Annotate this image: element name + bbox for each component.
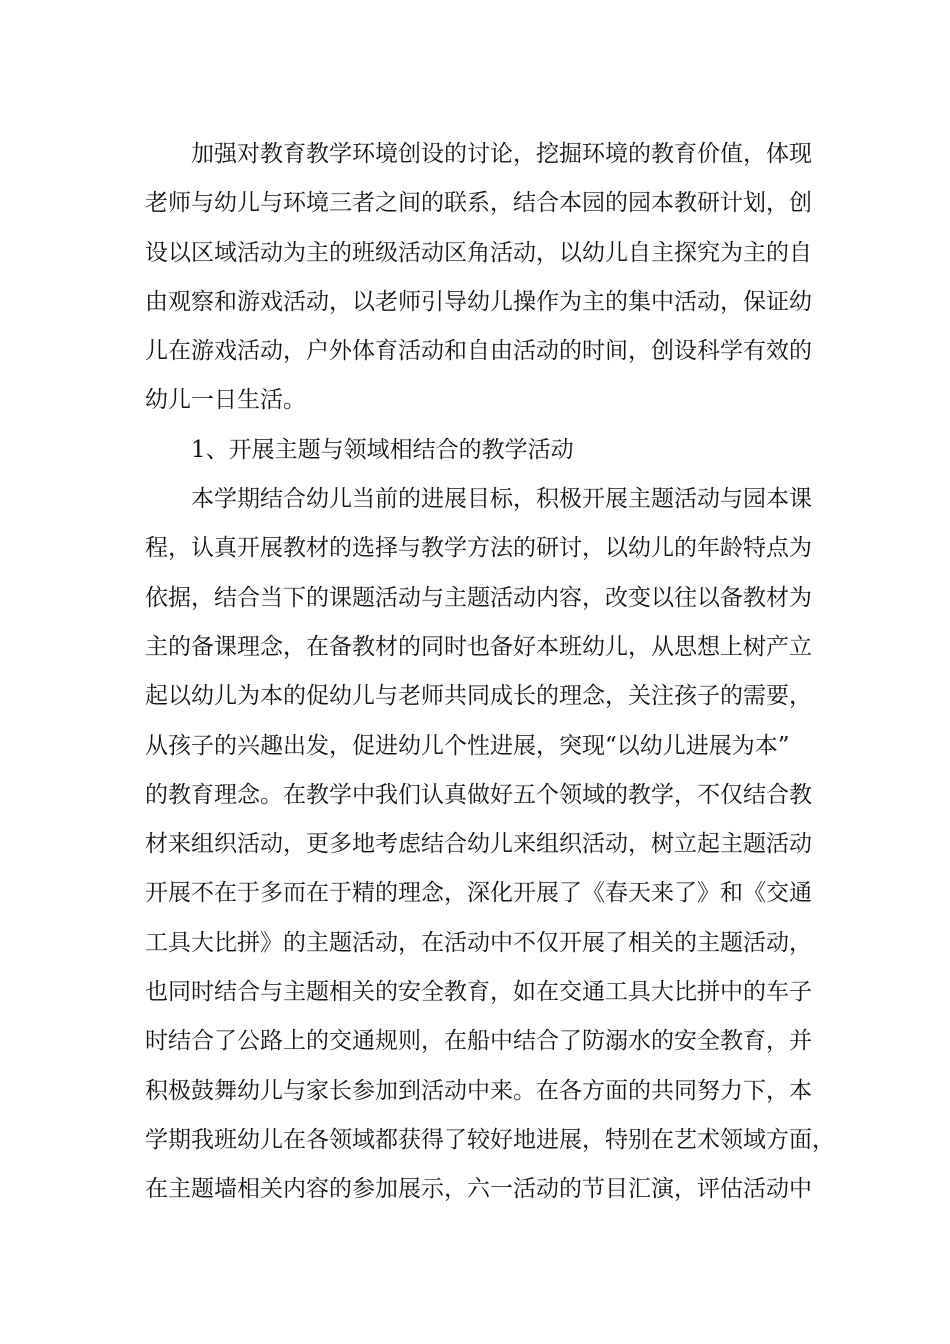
- section-heading: 1、开展主题与领域相结合的教学活动: [191, 436, 574, 463]
- paragraph-2-line-6: 从孩子的兴趣出发，促进幼儿个性进展，突现“以幼儿进展为本”: [145, 732, 790, 759]
- paragraph-1-line-2: 老师与幼儿与环境三者之间的联系，结合本园的园本教研计划，创: [145, 190, 812, 217]
- paragraph-1-line-6: 幼儿一日生活。: [145, 387, 306, 414]
- paragraph-2-line-11: 也同时结合与主题相关的安全教育，如在交通工具大比拼中的车子: [145, 979, 812, 1006]
- paragraph-1-line-3: 设以区域活动为主的班级活动区角活动，以幼儿自主探究为主的自: [145, 239, 812, 266]
- paragraph-2-line-10: 工具大比拼》的主题活动，在活动中不仅开展了相关的主题活动，: [145, 929, 812, 956]
- paragraph-2-line-3: 依据，结合当下的课题活动与主题活动内容，改变以往以备教材为: [145, 584, 812, 611]
- paragraph-2-line-14: 学期我班幼儿在各领域都获得了较好地进展，特别在艺术领域方面，: [145, 1126, 835, 1153]
- paragraph-2-line-7: 的教育理念。在教学中我们认真做好五个领域的教学，不仅结合教: [145, 781, 812, 808]
- paragraph-2-line-1: 本学期结合幼儿当前的进展目标，积极开展主题活动与园本课: [191, 486, 812, 513]
- paragraph-1-line-1: 加强对教育教学环境创设的讨论，挖掘环境的教育价值，体现: [191, 141, 812, 167]
- paragraph-2-line-4: 主的备课理念，在备教材的同时也备好本班幼儿，从思想上树产立: [145, 633, 812, 660]
- paragraph-1-line-4: 由观察和游戏活动，以老师引导幼儿操作为主的集中活动，保证幼: [145, 288, 812, 315]
- paragraph-2-line-2: 程，认真开展教材的选择与教学方法的研讨，以幼儿的年龄特点为: [145, 535, 812, 562]
- paragraph-2-line-9: 开展不在于多而在于精的理念，深化开展了《春天来了》和《交通: [145, 880, 812, 907]
- paragraph-2-line-13: 积极鼓舞幼儿与家长参加到活动中来。在各方面的共同努力下，本: [145, 1077, 812, 1104]
- paragraph-2-line-5: 起以幼儿为本的促幼儿与老师共同成长的理念，关注孩子的需要，: [145, 683, 812, 710]
- paragraph-2-line-8: 材来组织活动，更多地考虑结合幼儿来组织活动，树立起主题活动: [145, 831, 812, 858]
- paragraph-2-line-15: 在主题墙相关内容的参加展示，六一活动的节目汇演，评估活动中: [145, 1176, 812, 1203]
- paragraph-1-line-5: 儿在游戏活动，户外体育活动和自由活动的时间，创设科学有效的: [145, 338, 812, 365]
- paragraph-2-line-12: 时结合了公路上的交通规则，在船中结合了防溺水的安全教育，并: [145, 1028, 812, 1055]
- document-body: [145, 130, 835, 1215]
